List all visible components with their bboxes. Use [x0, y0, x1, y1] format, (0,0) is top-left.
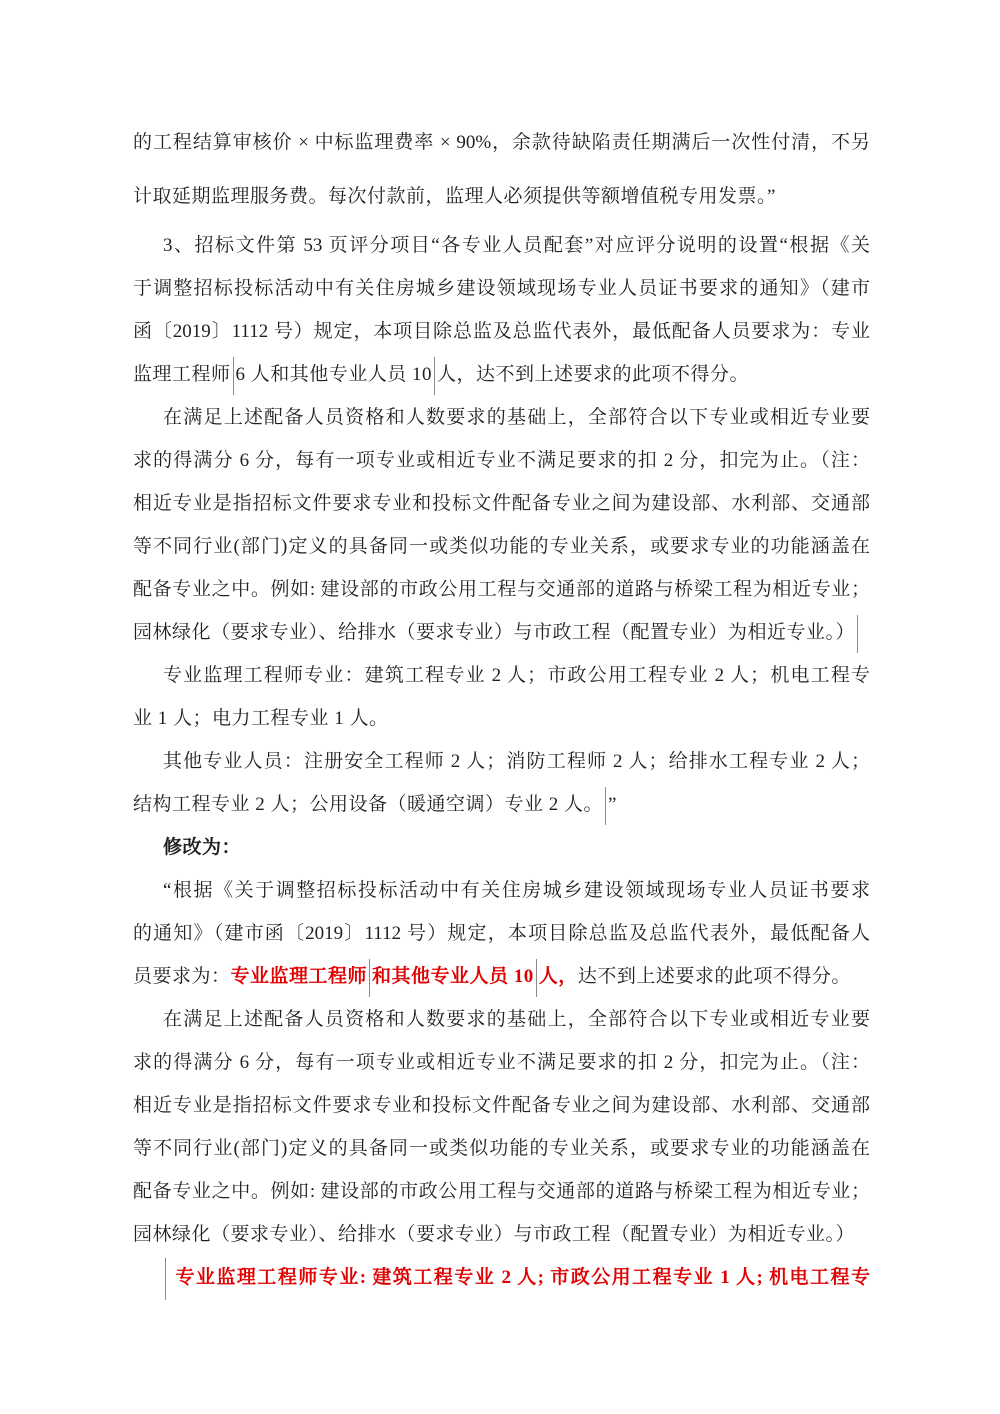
- body-text: 业 1 人；电力工程专业 1 人。: [133, 708, 389, 729]
- text-line: [133, 998, 870, 1041]
- body-text: “根据《关于调整招标投标活动中有关住房城乡建设领域现场专业人员证书要求: [163, 880, 870, 901]
- body-text: 人，达不到上述要求的此项不得分。: [437, 364, 750, 385]
- revision-mark: [536, 959, 537, 997]
- revised-text: 人，: [538, 966, 578, 987]
- revised-text: 专业监理工程师专业: 建筑工程专业 2 人; 市政公用工程专业 1 人; 机电工程专: [174, 1267, 870, 1288]
- body-text: 在满足上述配备人员资格和人数要求的基础上，全部符合以下专业或相近专业要: [163, 407, 870, 428]
- text-line: [133, 353, 870, 396]
- body-text: 修改为：: [163, 837, 242, 858]
- body-text: ”: [608, 794, 617, 815]
- text-line: [133, 267, 870, 310]
- text-line: [133, 1084, 870, 1127]
- text-line: [133, 1256, 870, 1300]
- text-line: [133, 783, 870, 826]
- revision-mark: [434, 357, 435, 395]
- paragraph-original-other-personnel: [133, 740, 870, 826]
- body-text: 结构工程专业 2 人；公用设备（暖通空调）专业 2 人。: [133, 794, 604, 815]
- revision-mark: [165, 1258, 166, 1300]
- body-text: 其他专业人员：注册安全工程师 2 人；消防工程师 2 人；给排水工程专业 2 人；: [163, 751, 870, 772]
- body-text: 配备专业之中。例如: 建设部的市政公用工程与交通部的道路与桥梁工程为相近专业；: [133, 1181, 870, 1202]
- text-line: [133, 826, 870, 869]
- paragraph-payment-terms: [133, 116, 870, 224]
- body-text: 相近专业是指招标文件要求专业和投标文件配备专业之间为建设部、水利部、交通部: [133, 493, 870, 514]
- text-line: [133, 1213, 870, 1256]
- text-line: [133, 740, 870, 783]
- text-line: [133, 482, 870, 525]
- paragraph-revised-scoring-note: [133, 998, 870, 1256]
- text-line: [133, 611, 870, 654]
- body-text: 等不同行业(部门)定义的具备同一或类似功能的专业关系，或要求专业的功能涵盖在: [133, 536, 870, 557]
- paragraph-revised-supervisor-majors: [133, 1256, 870, 1300]
- body-text: 3、招标文件第 53 页评分项目“各专业人员配套”对应评分说明的设置“根据《关: [163, 235, 870, 256]
- body-text: 达不到上述要求的此项不得分。: [577, 966, 851, 987]
- revision-mark: [369, 959, 370, 997]
- text-line: [133, 1127, 870, 1170]
- text-line: [133, 170, 870, 224]
- body-text: 在满足上述配备人员资格和人数要求的基础上，全部符合以下专业或相近专业要: [163, 1009, 870, 1030]
- text-line: [133, 310, 870, 353]
- text-line: [133, 224, 870, 267]
- body-text: 相近专业是指招标文件要求专业和投标文件配备专业之间为建设部、水利部、交通部: [133, 1095, 870, 1116]
- body-text: 于调整招标投标活动中有关住房城乡建设领域现场专业人员证书要求的通知》（建市: [133, 278, 870, 299]
- revision-mark: [857, 615, 858, 653]
- paragraph-original-supervisor-majors: [133, 654, 870, 740]
- text-line: [133, 869, 870, 912]
- body-text: 求的得满分 6 分，每有一项专业或相近专业不满足要求的扣 2 分，扣完为止。（注：: [133, 450, 870, 471]
- body-text: 的通知》（建市函〔2019〕1112 号）规定，本项目除总监及总监代表外，最低配备人: [133, 923, 870, 944]
- text-line: [133, 654, 870, 697]
- paragraph-revised-requirement: [133, 869, 870, 998]
- paragraph-revision-heading: [133, 826, 870, 869]
- text-line: [133, 396, 870, 439]
- body-text: 6 人和其他专业人员 10: [235, 364, 433, 385]
- text-line: [133, 697, 870, 740]
- body-text: 监理工程师: [133, 364, 231, 385]
- paragraph-item3-original-requirement: [133, 224, 870, 396]
- body-text: 求的得满分 6 分，每有一项专业或相近专业不满足要求的扣 2 分，扣完为止。（注：: [133, 1052, 870, 1073]
- paragraph-original-scoring-note: [133, 396, 870, 654]
- revision-mark: [605, 787, 606, 825]
- text-line: [133, 1170, 870, 1213]
- text-line: [133, 116, 870, 170]
- body-text: 专业监理工程师专业：建筑工程专业 2 人；市政公用工程专业 2 人；机电工程专: [163, 665, 870, 686]
- text-line: [133, 912, 870, 955]
- body-text: 函〔2019〕1112 号）规定，本项目除总监及总监代表外，最低配备人员要求为：专业: [133, 321, 870, 342]
- document-content: [133, 116, 870, 1300]
- text-line: [133, 1041, 870, 1084]
- text-line: [133, 525, 870, 568]
- body-text: 的工程结算审核价 × 中标监理费率 × 90%，余款待缺陷责任期满后一次性付清，不另: [133, 132, 870, 153]
- revised-text: 和其他专业人员 10: [372, 966, 534, 987]
- body-text: 员要求为：: [133, 966, 231, 987]
- body-text: 园林绿化（要求专业）、给排水（要求专业）与市政工程（配置专业）为相近专业。）: [133, 1224, 856, 1245]
- revised-text: 专业监理工程师: [230, 966, 368, 987]
- body-text: 园林绿化（要求专业）、给排水（要求专业）与市政工程（配置专业）为相近专业。）: [133, 622, 856, 643]
- body-text: 配备专业之中。例如: 建设部的市政公用工程与交通部的道路与桥梁工程为相近专业；: [133, 579, 870, 600]
- text-line: [133, 568, 870, 611]
- text-line: [133, 439, 870, 482]
- body-text: 计取延期监理服务费。每次付款前，监理人必须提供等额增值税专用发票。”: [133, 186, 776, 207]
- revision-mark: [233, 357, 234, 395]
- text-line: [133, 955, 870, 998]
- body-text: 等不同行业(部门)定义的具备同一或类似功能的专业关系，或要求专业的功能涵盖在: [133, 1138, 870, 1159]
